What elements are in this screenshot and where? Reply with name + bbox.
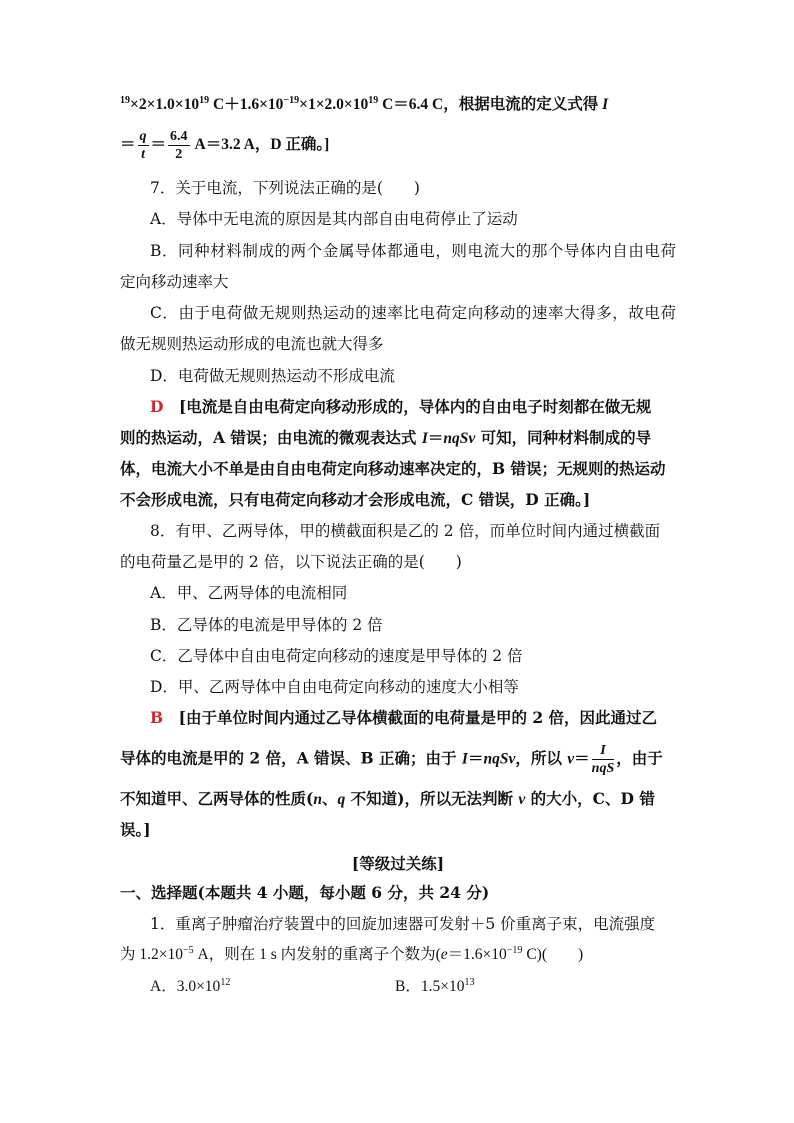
q7-explanation-line-2: 则的热运动，A 错误；由电流的微观表达式 I＝nqSv 可知，同种材料制成的导: [120, 428, 652, 447]
q8-option-b: B．乙导体的电流是甲导体的 2 倍: [150, 616, 383, 634]
q7-option-d: D．电荷做无规则热运动不形成电流: [150, 367, 395, 385]
q8-explanation-line-2: 导体的电流是甲的 2 倍，A 错误、B 正确；由于 I＝nqSv，所以 v＝ $\frac{I}{\text{nqS}}$ ，由于: [120, 743, 663, 776]
q8-explanation-line-1: B [由于单位时间内通过乙导体横截面的电荷量是甲的 2 倍，因此通过乙: [150, 708, 658, 727]
prev-explanation-line-2: ＝ $\frac{q}{t}$ ＝ $\frac{6.4}{2}$ A＝3.2 A，D 正确。]: [120, 129, 330, 162]
q1-stem-line-2: 为 $1.2\times 10^{-5}$ A，则在 1 s 内发射的重离子个数为($e=1.6\times 10^{-19}$ C)( ): [120, 945, 584, 963]
q1-option-b: B．$1.5\times 10^{13}$: [395, 977, 475, 995]
q8-answer: B: [150, 708, 164, 727]
prev-explanation-line-1: $^{19}\times 2\times 1.0\times 10^{19}$ $C+1.6\times 10^{-19}\times 1\times 2.0\times 10^{19}$ C＝6.4 C，根据电流的定义式得 I: [120, 95, 609, 113]
q7-answer: D: [150, 397, 164, 416]
q8-option-d: D．甲、乙两导体中自由电荷定向移动的速度大小相等: [150, 678, 519, 696]
q7-explanation-line-4: 不会形成电流，只有电荷定向移动才会形成电流，C 错误，D 正确。]: [120, 490, 591, 509]
q7-explanation-line-1: D [电流是自由电荷定向移动形成的，导体内的自由电子时刻都在做无规: [150, 397, 652, 416]
q1-option-a: A．$3.0\times 10^{12}$: [150, 977, 231, 995]
q1-stem-line-1: 1．重离子肿瘤治疗装置中的回旋加速器可发射＋5 价重离子束，电流强度: [150, 915, 656, 933]
q7-option-b-line-1: B．同种材料制成的两个金属导体都通电，则电流大的那个导体内自由电荷: [150, 242, 676, 260]
q8-option-a: A．甲、乙两导体的电流相同: [150, 584, 348, 602]
q7-stem: 7．关于电流，下列说法正确的是( ): [150, 179, 420, 197]
q7-option-a: A．导体中无电流的原因是其内部自由电荷停止了运动: [150, 210, 518, 228]
q8-explanation-line-4: 误。]: [120, 820, 151, 839]
section-heading: 一、选择题(本题共 4 小题，每小题 6 分，共 24 分): [120, 883, 490, 902]
q8-explanation-line-3: 不知道甲、乙两导体的性质(n、q 不知道)，所以无法判断 v 的大小，C、D 错: [120, 789, 655, 808]
q8-stem-line-2: 的电荷量乙是甲的 2 倍，以下说法正确的是( ): [120, 553, 462, 571]
section-title: [等级过关练]: [351, 854, 445, 873]
q7-explanation-line-3: 体，电流大小不单是由自由电荷定向移动速率决定的，B 错误；无规则的热运动: [120, 459, 666, 478]
q8-stem-line-1: 8．有甲、乙两导体，甲的横截面积是乙的 2 倍，而单位时间内通过横截面: [150, 522, 661, 540]
q7-option-b-line-2: 定向移动速率大: [120, 273, 229, 291]
q7-option-c-line-2: 做无规则热运动形成的电流也就大得多: [120, 335, 384, 353]
q8-option-c: C．乙导体中自由电荷定向移动的速度是甲导体的 2 倍: [150, 647, 523, 665]
q7-option-c-line-1: C．由于电荷做无规则热运动的速率比电荷定向移动的速率大得多，故电荷: [150, 304, 676, 322]
